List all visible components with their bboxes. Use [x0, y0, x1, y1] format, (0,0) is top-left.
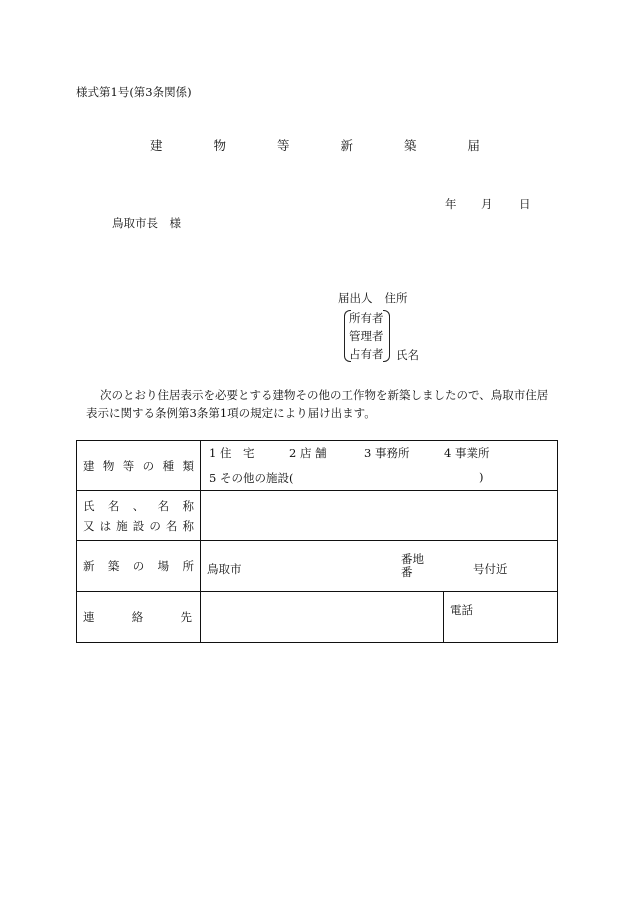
location-city: 鳥取市 [207, 562, 242, 576]
type-option-house[interactable]: 1 住 宅 [209, 446, 255, 460]
type-option-office[interactable]: 3 事務所 [364, 446, 410, 460]
table-row [77, 491, 558, 541]
table-row [77, 441, 558, 491]
address-label: 住所 [384, 291, 408, 305]
label-char: の [142, 458, 155, 473]
title-char: 新 [340, 138, 353, 153]
date-month: 月 [481, 197, 493, 211]
notifier-label: 届出人 [338, 291, 373, 305]
label-char: 連 [83, 610, 95, 624]
name-label: 氏名 [396, 348, 419, 362]
contact-label-cell [77, 592, 201, 643]
role-bracket-group [344, 310, 390, 362]
form-number: 様式第1号(第3条関係) [76, 85, 192, 99]
label-char: 種 [162, 458, 175, 473]
notifier-address [338, 293, 408, 305]
label-char: 設 [132, 518, 145, 533]
label-char: 称 [182, 498, 194, 513]
label-char: 氏 [83, 498, 95, 513]
label-char: 等 [122, 458, 135, 473]
label-char: は [99, 518, 112, 533]
document-title [150, 140, 480, 153]
body-text [86, 386, 556, 422]
label-char: 、 [132, 498, 145, 513]
type-option-other[interactable]: 5 その他の施設( [209, 471, 294, 485]
label-char: 新 [83, 559, 95, 573]
label-char: 先 [180, 610, 192, 624]
title-char: 等 [276, 138, 290, 153]
type-option-business[interactable]: 4 事業所 [444, 446, 490, 460]
type-options-cell[interactable] [201, 441, 558, 491]
label-char: 建 [83, 458, 95, 473]
location-banchi: 番地 番 [401, 552, 424, 579]
title-char: 建 [150, 138, 163, 153]
notification-table [76, 440, 558, 643]
table-row [77, 541, 558, 592]
label-char: 称 [182, 518, 194, 533]
bracket-right [383, 310, 390, 362]
label-char: 場 [157, 559, 170, 573]
phone-cell[interactable] [444, 592, 558, 643]
name-label-cell [77, 491, 201, 541]
date-line [445, 199, 531, 211]
label-char: 絡 [131, 610, 144, 624]
label-char: の [149, 518, 161, 533]
phone-label: 電話 [450, 603, 473, 617]
type-option-shop[interactable]: 2 店 舗 [289, 446, 327, 460]
role-owner: 所有者 [349, 311, 384, 325]
date-day: 日 [519, 197, 531, 211]
contact-input-cell[interactable] [201, 592, 444, 643]
title-char: 築 [403, 138, 417, 153]
title-char: 届 [467, 138, 480, 153]
date-year: 年 [445, 197, 457, 211]
label-char: 施 [116, 518, 128, 533]
title-char: 物 [213, 138, 226, 153]
table-row [77, 592, 558, 643]
label-char: 所 [182, 559, 194, 573]
label-char: 名 [107, 498, 120, 513]
addressee: 鳥取市長 様 [112, 216, 181, 230]
type-option-other-close: ) [479, 470, 484, 484]
label-char: 名 [165, 518, 178, 533]
label-char: 類 [182, 458, 194, 473]
label-char: 築 [107, 559, 120, 573]
role-manager: 管理者 [349, 329, 384, 343]
body-paragraph: 次のとおり住居表示を必要とする建物その他の工作物を新築しましたので、鳥取市住居表示に関する条例第3条第1項の規定により届け出ます。 [86, 388, 549, 420]
location-gou: 号付近 [473, 562, 508, 576]
name-input-cell[interactable] [201, 491, 558, 541]
label-char: 物 [102, 458, 115, 473]
label-char: 又 [83, 518, 95, 533]
type-label-cell [77, 441, 201, 491]
location-input-cell[interactable] [201, 541, 558, 592]
location-label-cell [77, 541, 201, 592]
label-char: 名 [157, 498, 170, 513]
label-char: の [132, 559, 145, 573]
role-occupant: 占有者 [349, 347, 384, 361]
